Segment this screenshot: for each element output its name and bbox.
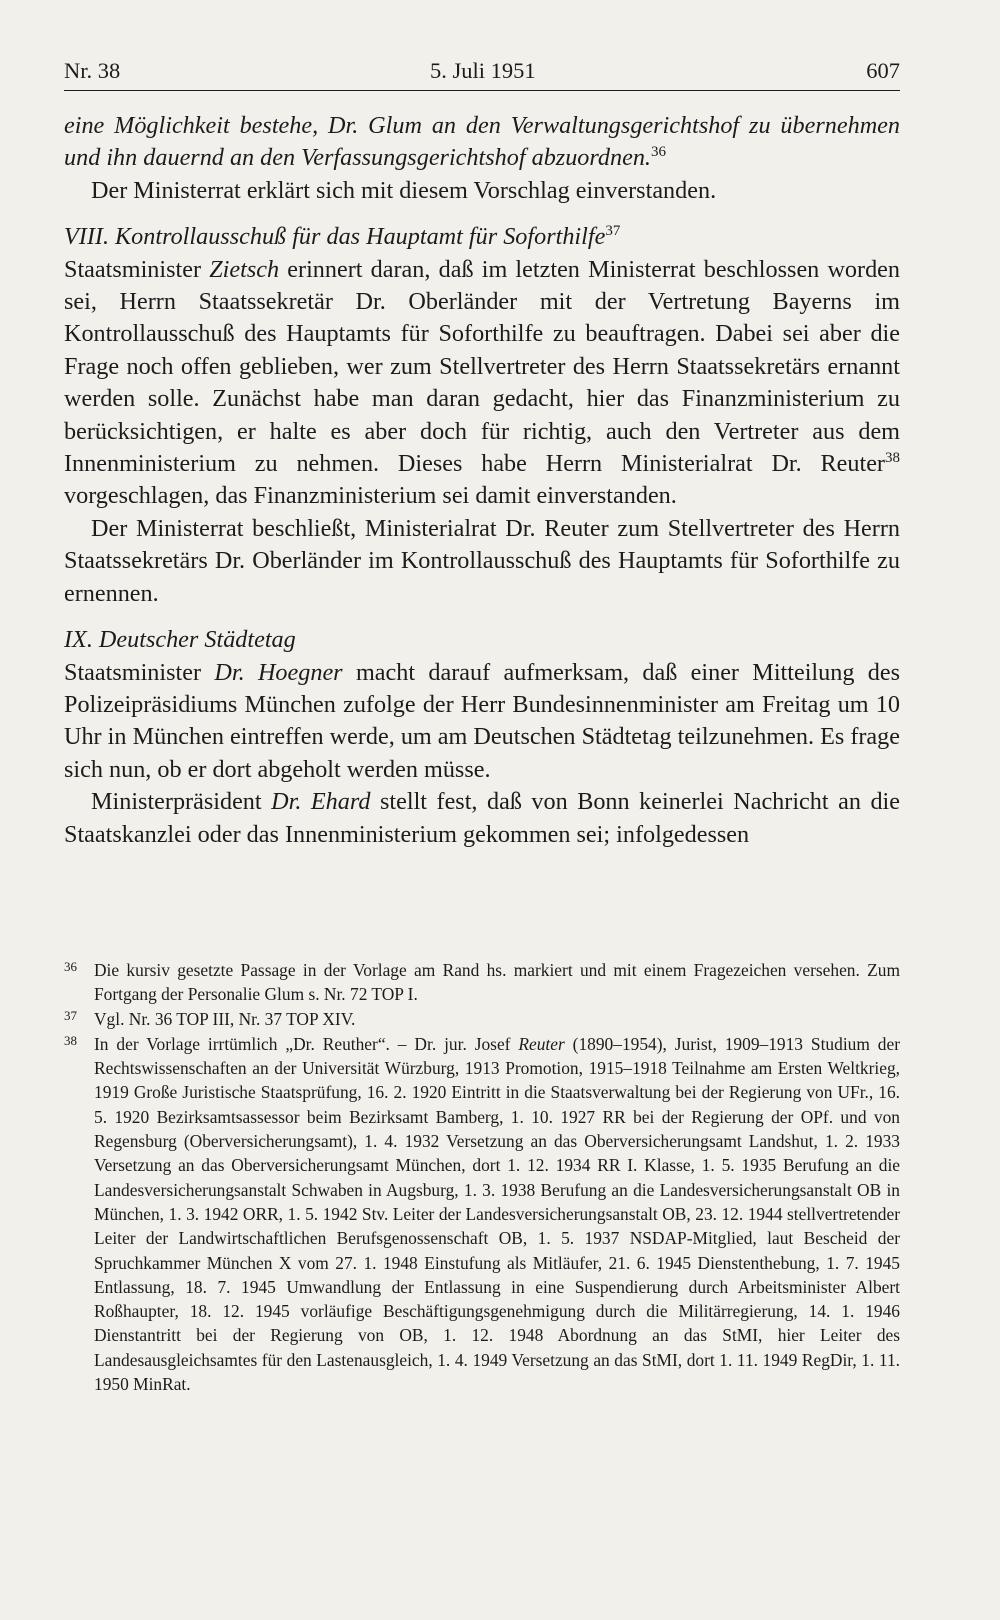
- footnote-36: [64, 958, 900, 1007]
- header-rule: [64, 90, 900, 91]
- text-run: erinnert daran, daß im letzten Ministerrat beschlossen worden sei, Herrn Staatssekretär Dr. Oberländer mit der Vertretung Bayerns im Kontrollausschuß des Hauptamts für Soforthilfe zu beauftragen. Dabei sei aber die Frage noch offen geblieben, wer zum Stellvertreter des Herrn Staatssekretärs ernannt werden solle. Zunächst habe man daran gedacht, hier das Finanzministerium zu berücksichtigen, er halte es aber doch für richtig, auch den Vertreter aus dem Innenministerium zu nehmen. Dieses habe Herrn Ministerialrat Dr. Reuter: [64, 255, 900, 478]
- footnote-text: Die kursiv gesetzte Passage in der Vorlage am Rand hs. markiert und mit einem Fragezeichen versehen. Zum Fortgang der Personalie Glum s. Nr. 72 TOP I.: [94, 960, 900, 1005]
- paragraph: Der Ministerrat erklärt sich mit diesem Vorschlag einverstanden.: [91, 176, 717, 204]
- paragraph: Der Ministerrat beschließt, Ministerialrat Dr. Reuter zum Stellvertreter des Herrn Staatssekretärs Dr. Oberländer im Kontrollausschuß des Hauptamts für Soforthilfe zu ernennen.: [64, 514, 900, 607]
- paragraph: [64, 657, 900, 787]
- footnote-number: 37: [64, 1008, 77, 1024]
- text-run: Staatsminister: [64, 255, 210, 283]
- paragraph: [64, 110, 900, 175]
- footnote-text: (1890–1954), Jurist, 1909–1913 Studium der Rechtswissenschaften an der Universität Würzburg, 1913 Promotion, 1915–1918 Teilnahme am Ersten Weltkrieg, 1919 Große Juristische Staatsprüfung, 16. 2. 1920 Eintritt in die Staatsverwaltung bei der Regierung von UFr., 16. 5. 1920 Bezirksamtsassessor beim Bezirksamt Bamberg, 1. 10. 1927 RR bei der Regierung der OPf. und von Regensburg (Oberversicherungsamt), 1. 4. 1932 Versetzung an das Oberversicherungsamt Landshut, 1. 2. 1933 Versetzung an das Oberversicherungsamt München, dort 1. 12. 1934 RR I. Klasse, 1. 5. 1935 Berufung an die Landesversicherungsanstalt Schwaben in Augsburg, 1. 3. 1938 Berufung an die Landesversicherungsanstalt OB in München, 1. 3. 1942 ORR, 1. 5. 1942 Stv. Leiter der Landesversicherungsanstalt OB, 23. 12. 1944 stellvertretender Leiter der Landwirtschaftlichen Berufsgenossenschaft OB, 1. 5. 1937 NSDAP-Mitglied, laut Bescheid der Spruchkammer München X vom 27. 1. 1948 Einstufung als Mitläufer, 21. 6. 1945 Dienstenthebung, 1. 7. 1945 Entlassung, 18. 7. 1945 Umwandlung der Entlassung in eine Suspendierung durch Arbeitsminister Albert Roßhaupter, 18. 12. 1945 vorläufige Beschäftigungsgenehmigung durch die Militärregierung, 14. 1. 1946 Dienstantritt bei der Regierung von OB, 1. 12. 1948 Abordnung an das StMI, hier Leiter des Landesausgleichsamtes für den Lastenausgleich, 1. 4. 1949 Versetzung an das StMI, dort 1. 11. 1949 RegDir, 1. 11. 1950 MinRat.: [94, 1033, 901, 1395]
- text-run: Ministerpräsident: [91, 788, 272, 816]
- footnote-37: [64, 1007, 900, 1031]
- speaker-name: Dr. Hoegner: [214, 658, 343, 686]
- page-number: 607: [866, 58, 900, 83]
- footnote-ref-38[interactable]: 38: [885, 450, 900, 466]
- footnote-number: 36: [64, 959, 77, 974]
- text-run: macht darauf aufmerksam, daß einer Mitteilung des Polizeipräsidiums München zufolge der Herr Bundesinnenminister am Freitag um 10 Uhr in München eintreffen werde, um am Deutschen Städtetag teilzunehmen. Es frage sich nun, ob er dort abgeholt werden müsse.: [64, 658, 901, 783]
- speaker-name: Dr. Ehard: [271, 788, 371, 816]
- text-run: stellt fest, daß von Bonn keinerlei Nachricht an die Staatskanzlei oder das Innenministerium gekommen sei; infolgedessen: [64, 788, 900, 848]
- text-run: Staatsminister: [64, 658, 215, 686]
- footnote-ref-37[interactable]: 37: [605, 223, 621, 240]
- footnote-38: [64, 1032, 900, 1396]
- section-heading-viii: [64, 221, 900, 253]
- document-number: Nr. 38: [64, 58, 121, 83]
- heading-text: VIII. Kontrollausschuß für das Hauptamt für Soforthilfe: [64, 223, 606, 251]
- running-header: [64, 52, 900, 92]
- footnotes: [64, 958, 900, 1396]
- footnote-number: 38: [64, 1032, 77, 1048]
- footnote-ref-36[interactable]: 36: [650, 144, 666, 161]
- section-heading-ix: IX. Deutscher Städtetag: [64, 626, 296, 654]
- paragraph: [64, 254, 900, 513]
- header-date: 5. Juli 1951: [430, 58, 536, 83]
- speaker-name: Zietsch: [209, 255, 280, 283]
- paragraph: [64, 786, 900, 851]
- main-text: [64, 110, 900, 851]
- footnote-name: Reuter: [518, 1033, 565, 1054]
- footnote-text: In der Vorlage irrtümlich „Dr. Reuther“. – Dr. jur. Josef: [94, 1033, 519, 1054]
- text-run: vorgeschlagen, das Finanzministerium sei damit einverstanden.: [64, 482, 677, 510]
- italic-passage: eine Möglichkeit bestehe, Dr. Glum an den Verwaltungsgerichtshof zu übernehmen und ihn dauernd an den Verfassungsgerichtshof abzuordnen.: [64, 112, 900, 172]
- book-page: [64, 0, 900, 1620]
- footnote-text: Vgl. Nr. 36 TOP III, Nr. 37 TOP XIV.: [94, 1009, 356, 1030]
